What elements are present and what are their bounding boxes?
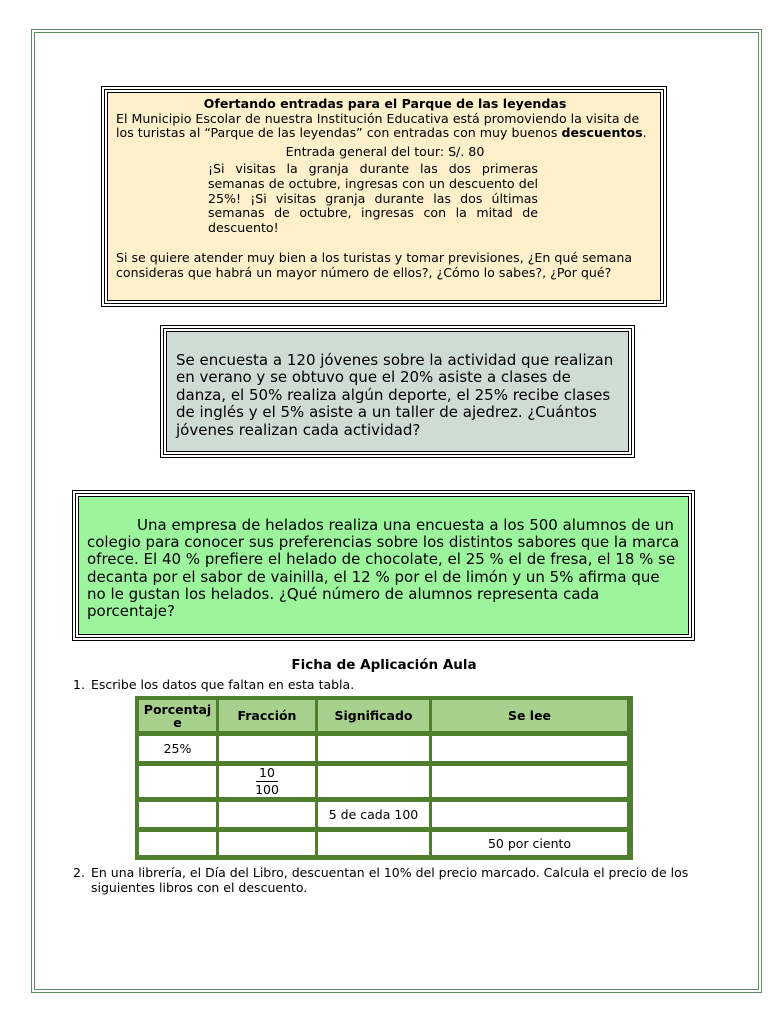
table-cell-r4-c3 — [318, 832, 429, 855]
ice-cream-box — [72, 490, 695, 641]
table-cell-r3-c1 — [139, 802, 216, 827]
park-offer-intro — [116, 112, 654, 141]
survey-box — [160, 325, 635, 458]
fraction — [255, 765, 279, 798]
table-header-0: Porcentaj e — [139, 700, 216, 731]
table-cell-r3-c2 — [219, 802, 315, 827]
exercise-2 — [73, 865, 713, 895]
table-cell-r2-c3 — [318, 766, 429, 797]
intro-text: El Municipio Escolar de nuestra Institución Educativa está promoviendo la visita de los turistas al “Parque de las leyendas” con entradas con muy buenos — [116, 110, 640, 141]
table-cell-r4-c4: 50 por ciento — [432, 832, 627, 855]
table-header-2: Significado — [318, 700, 429, 731]
exercise-1-text: Escribe los datos que faltan en esta tabla. — [91, 677, 355, 692]
exercise-1-number: 1. — [73, 677, 85, 692]
table-header-3: Se lee — [432, 700, 627, 731]
percentage-table — [135, 696, 633, 860]
table-cell-r4-c2 — [219, 832, 315, 855]
table-cell-r2-c4 — [432, 766, 627, 797]
discount-offer: ¡Si visitas la granja durante las dos primeras semanas de octubre, ingresas con un descuento del 25%! ¡Si visitas granja durante las dos últimas semanas de octubre, ingresas con la mitad de descuento! — [208, 161, 538, 235]
ticket-price: Entrada general del tour: S/. 80 — [285, 143, 485, 159]
table-cell-r3-c3: 5 de cada 100 — [318, 802, 429, 827]
exercise-2-text: En una librería, el Día del Libro, descuentan el 10% del precio marcado. Calcula el precio de los siguientes libros con el descuento. — [91, 865, 689, 895]
table-cell-r2-c1 — [139, 766, 216, 797]
worksheet-title: Ficha de Aplicación Aula — [291, 657, 477, 673]
ice-cream-content — [78, 496, 689, 635]
exercise-2-number: 2. — [73, 865, 85, 880]
table-cell-r4-c1 — [139, 832, 216, 855]
park-question: Si se quiere atender muy bien a los turistas y tomar previsiones, ¿En qué semana consideras que habrá un mayor número de ellos?, ¿Cómo lo sabes?, ¿Por qué? — [116, 250, 633, 280]
table-cell-r2-c2 — [219, 766, 315, 797]
table-header-1: Fracción — [219, 700, 315, 731]
ice-cream-text: Una empresa de helados realiza una encuesta a los 500 alumnos de un colegio para conocer sus preferencias sobre los distintos sabores que la marca ofrece. El 40 % prefiere el helado de chocolate, el 25 % el de fresa, el 18 % se decanta por el sabor de vainilla, el 12 % por el de limón y un 5% afirma que no le gustan los helados. ¿Qué número de alumnos representa cada porcentaje? — [87, 516, 680, 621]
park-offer-content — [107, 92, 661, 301]
table-cell-r1-c2 — [219, 736, 315, 761]
table-cell-r1-c4 — [432, 736, 627, 761]
park-offer-box — [101, 86, 667, 307]
exercise-1 — [73, 677, 354, 692]
intro-end: . — [642, 125, 647, 141]
park-offer-title: Ofertando entradas para el Parque de las leyendas — [203, 96, 567, 111]
table-cell-r1-c1: 25% — [139, 736, 216, 761]
table-cell-r3-c4 — [432, 802, 627, 827]
survey-text: Se encuesta a 120 jóvenes sobre la actividad que realizan en verano y se obtuvo que el 20% asiste a clases de danza, el 50% realiza algún deporte, el 25% recibe clases de inglés y el 5% asiste a un taller de ajedrez. ¿Cuántos jóvenes realizan cada actividad? — [166, 331, 629, 452]
fraction-denominator: 100 — [255, 782, 279, 797]
intro-bold: descuentos — [561, 125, 643, 141]
table-cell-r1-c3 — [318, 736, 429, 761]
fraction-numerator: 10 — [256, 765, 278, 782]
